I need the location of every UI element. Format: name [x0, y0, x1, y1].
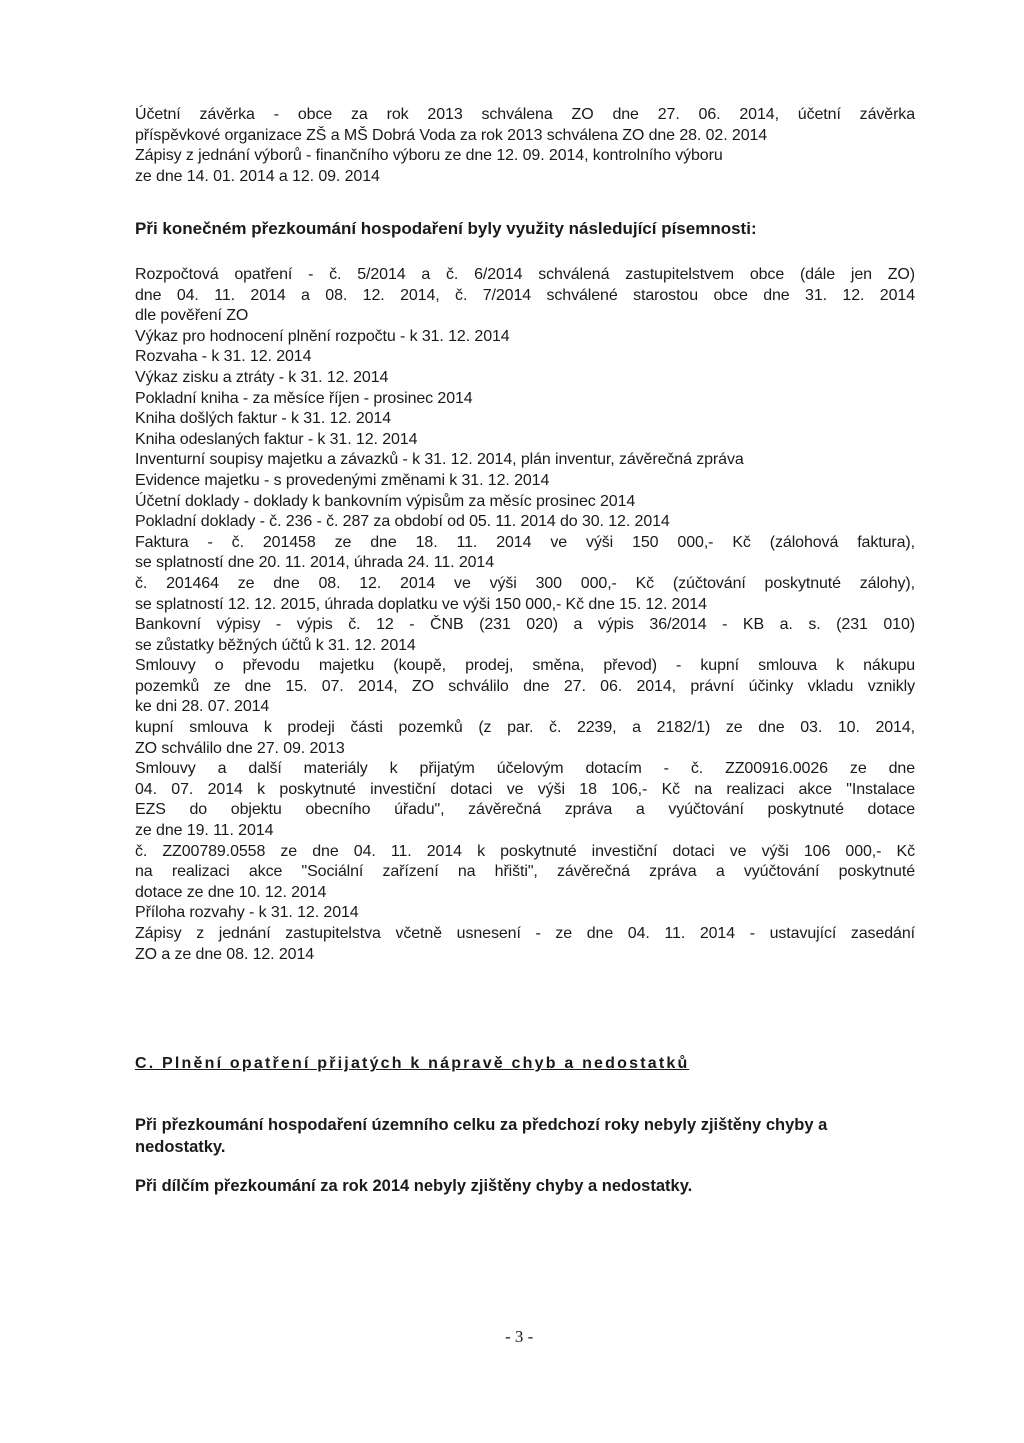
text-line: ze dne 19. 11. 2014 [135, 822, 274, 840]
text-line: Evidence majetku - s provedenými změnami k 31. 12. 2014 [135, 471, 550, 489]
statement-partial-review: Při dílčím přezkoumání za rok 2014 nebyly zjištěny chyby a nedostatky. [135, 1177, 693, 1195]
text-line: dotace ze dne 10. 12. 2014 [135, 883, 327, 901]
text-line: Kniha odeslaných faktur - k 31. 12. 2014 [135, 430, 418, 448]
text-line: na realizaci akce "Sociální zařízení na hřišti", závěrečná zpráva a vyúčtování poskytnuté [135, 863, 915, 881]
text-line: se splatností dne 20. 11. 2014, úhrada 24. 11. 2014 [135, 554, 495, 572]
text-line: Inventurní soupisy majetku a závazků - k 31. 12. 2014, plán inventur, závěrečná zpráva [135, 451, 744, 469]
statement-previous-years: Při přezkoumání hospodaření územního celku za předchozí roky nebyly zjištěny chyby a nedostatky. [135, 1116, 828, 1156]
documents-list [135, 265, 915, 965]
text-line: Bankovní výpisy - výpis č. 12 - ČNB (231 020) a výpis 36/2014 - KB a. s. (231 010) [135, 616, 915, 634]
text-line: Zápisy z jednání zastupitelstva včetně usnesení - ze dne 04. 11. 2014 - ustavující zasedání [135, 925, 915, 942]
page-number: - 3 - [505, 1327, 534, 1346]
text-line: Výkaz zisku a ztráty - k 31. 12. 2014 [135, 368, 389, 386]
text-line: Faktura - č. 201458 ze dne 18. 11. 2014 ve výši 150 000,- Kč (zálohová faktura), [135, 533, 915, 551]
text-line: Smlouvy o převodu majetku (koupě, prodej, směna, převod) - kupní smlouva k nákupu [135, 657, 915, 675]
section-c-heading: C. Plnění opatření přijatých k nápravě chyb a nedostatků [135, 1055, 690, 1072]
text-line: č. 201464 ze dne 08. 12. 2014 ve výši 300 000,- Kč (zúčtování poskytnuté zálohy), [135, 574, 915, 592]
text-line: kupní smlouva k prodeji části pozemků (z par. č. 2239, a 2182/1) ze dne 03. 10. 2014, [135, 719, 915, 737]
text-line: EZS do objektu obecního úřadu", závěrečná zpráva a vyúčtování poskytnuté dotace [135, 801, 915, 819]
text-line: ke dni 28. 07. 2014 [135, 698, 270, 716]
text-line: Výkaz pro hodnocení plnění rozpočtu - k 31. 12. 2014 [135, 327, 510, 345]
text-line: pozemků ze dne 15. 07. 2014, ZO schválilo dne 27. 06. 2014, právní účinky vkladu vznikly [135, 677, 915, 695]
text-line: Zápisy z jednání výborů - finančního výboru ze dne 12. 09. 2014, kontrolního výboru [135, 147, 723, 165]
text-line: ze dne 14. 01. 2014 a 12. 09. 2014 [135, 167, 380, 185]
text-line: Rozpočtová opatření - č. 5/2014 a č. 6/2014 schválená zastupitelstvem obce (dále jen ZO) [135, 266, 915, 283]
text-line: příspěvkové organizace ZŠ a MŠ Dobrá Voda za rok 2013 schválena ZO dne 28. 02. 2014 [135, 126, 768, 144]
text-line: Účetní závěrka - obce za rok 2013 schválena ZO dne 27. 06. 2014, účetní závěrka [135, 106, 915, 123]
text-line: Příloha rozvahy - k 31. 12. 2014 [135, 904, 359, 922]
documents-heading: Při konečném přezkoumání hospodaření byly využity následující písemnosti: [135, 219, 757, 238]
text-line: Pokladní kniha - za měsíce říjen - prosinec 2014 [135, 389, 473, 407]
text-line: Smlouvy a další materiály k přijatým účelovým dotacím - č. ZZ00916.0026 ze dne [135, 760, 915, 778]
intro-paragraph [135, 105, 915, 187]
text-line: Pokladní doklady - č. 236 - č. 287 za období od 05. 11. 2014 do 30. 12. 2014 [135, 513, 670, 531]
text-line: se splatností 12. 12. 2015, úhrada doplatku ve výši 150 000,- Kč dne 15. 12. 2014 [135, 595, 707, 613]
text-line: dle pověření ZO [135, 307, 249, 325]
text-line: č. ZZ00789.0558 ze dne 04. 11. 2014 k poskytnuté investiční dotaci ve výši 106 000,- Kč [135, 842, 915, 860]
text-line: dne 04. 11. 2014 a 08. 12. 2014, č. 7/2014 schválené starostou obce dne 31. 12. 2014 [135, 286, 915, 304]
text-line: Kniha došlých faktur - k 31. 12. 2014 [135, 410, 392, 428]
text-line: 04. 07. 2014 k poskytnuté investiční dotaci ve výši 18 106,- Kč na realizaci akce "Instalace [135, 780, 915, 798]
text-line: ZO a ze dne 08. 12. 2014 [135, 945, 315, 963]
text-line: ZO schválilo dne 27. 09. 2013 [135, 739, 345, 757]
text-line: Rozvaha - k 31. 12. 2014 [135, 348, 312, 366]
text-line: Účetní doklady - doklady k bankovním výpisům za měsíc prosinec 2014 [135, 492, 636, 510]
text-line: se zůstatky běžných účtů k 31. 12. 2014 [135, 636, 416, 654]
